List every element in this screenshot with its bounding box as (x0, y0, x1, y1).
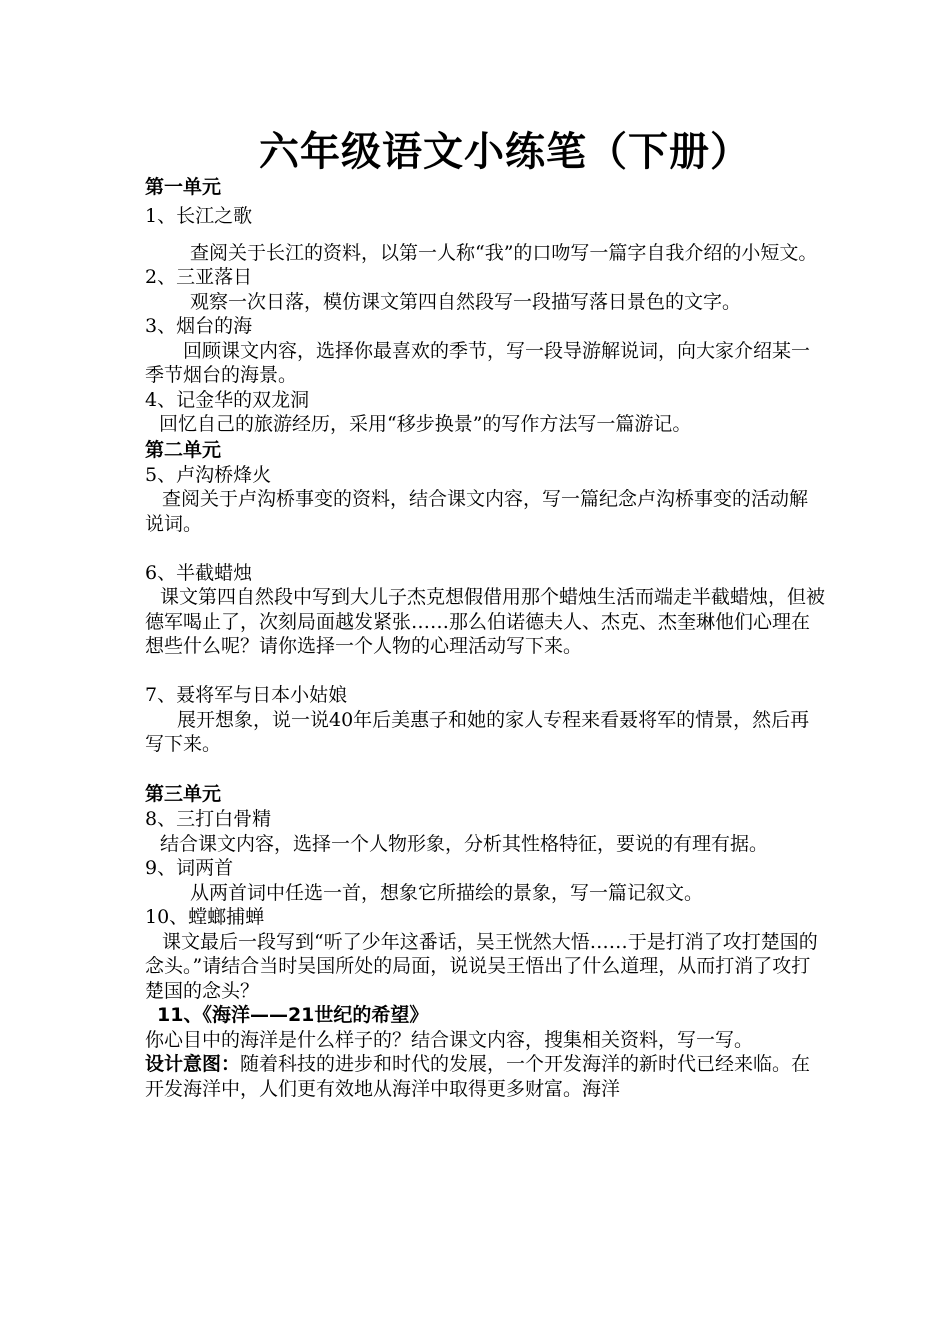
lesson-task-9: 从两首词中任选一首，想象它所描绘的景象，写一篇记叙文。 (190, 881, 704, 904)
lesson-title-5: 5、卢沟桥烽火 (145, 463, 272, 486)
unit-heading-3: 第三单元 (145, 783, 222, 805)
design-intent-text: 随着科技的进步和时代的发展，一个开发海洋的新时代已经来临。在开发海洋中，人们更有效地从海洋中取得更多财富。海洋 (145, 1053, 811, 1100)
lesson-task-10: 课文最后一段写到“听了少年这番话，吴王恍然大悟……于是打消了攻打楚国的念头。”请结合当时吴国所处的局面，说说吴王悟出了什么道理，从而打消了攻打楚国的念头？ (145, 930, 818, 1002)
lesson-title-3: 3、烟台的海 (145, 315, 253, 337)
lesson-title-4: 4、记金华的双龙洞 (145, 388, 310, 411)
lesson-title-8: 8、三打白骨精 (145, 808, 272, 830)
lesson-title-7: 7、聂将军与日本小姑娘 (145, 684, 348, 706)
blank-line (145, 659, 825, 684)
lesson-title-6: 6、半截蜡烛 (145, 561, 253, 584)
lesson-task-6: 课文第四自然段中写到大儿子杰克想假借用那个蜡烛生活而端走半截蜡烛，但被德军喝止了，次刻局面越发紧张……那么伯诺德夫人、杰克、杰奎琳他们心理在想些什么呢？请你选择一个人物的心理活动写下来。 (145, 586, 826, 657)
blank-line (145, 757, 825, 782)
lesson-title-10: 10、螳螂捕蝉 (145, 906, 265, 928)
design-intent-label: 设计意图： (145, 1053, 241, 1075)
lesson-title-11: 11、《海洋——21世纪的希望》 (157, 1004, 429, 1026)
lesson-task-1: 查阅关于长江的资料，以第一人称“我”的口吻写一篇字自我介绍的小短文。 (190, 241, 818, 264)
lesson-title-1: 1、长江之歌 (145, 205, 253, 227)
lesson-task-2: 观察一次日落，模仿课文第四自然段写一段描写落日景色的文字。 (190, 290, 742, 313)
document-title: 六年级语文小练笔（下册） (259, 129, 751, 175)
lesson-task-11: 你心目中的海洋是什么样子的？结合课文内容，搜集相关资料，写一写。 (145, 1028, 754, 1051)
lesson-task-4: 回忆自己的旅游经历，采用“移步换景”的写作方法写一篇游记。 (159, 413, 692, 435)
unit-heading-1: 第一单元 (145, 176, 222, 198)
lesson-task-8: 结合课文内容，选择一个人物形象，分析其性格特征，要说的有理有据。 (160, 832, 769, 855)
lesson-task-3: 回顾课文内容，选择你最喜欢的季节，写一段导游解说词，向大家介绍某一季节烟台的海景。 (145, 339, 811, 386)
lesson-title-9: 9、词两首 (145, 857, 234, 879)
design-intent (145, 1052, 825, 1101)
lesson-task-7: 展开想象，说一说40年后美惠子和她的家人专程来看聂将军的情景，然后再写下来。 (145, 708, 810, 755)
lesson-title-2: 2、三亚落日 (145, 266, 253, 288)
blank-line (145, 536, 825, 561)
document-body (145, 174, 825, 1101)
lesson-task-5: 查阅关于卢沟桥事变的资料，结合课文内容，写一篇纪念卢沟桥事变的活动解说词。 (145, 488, 809, 535)
unit-heading-2: 第二单元 (145, 438, 222, 461)
